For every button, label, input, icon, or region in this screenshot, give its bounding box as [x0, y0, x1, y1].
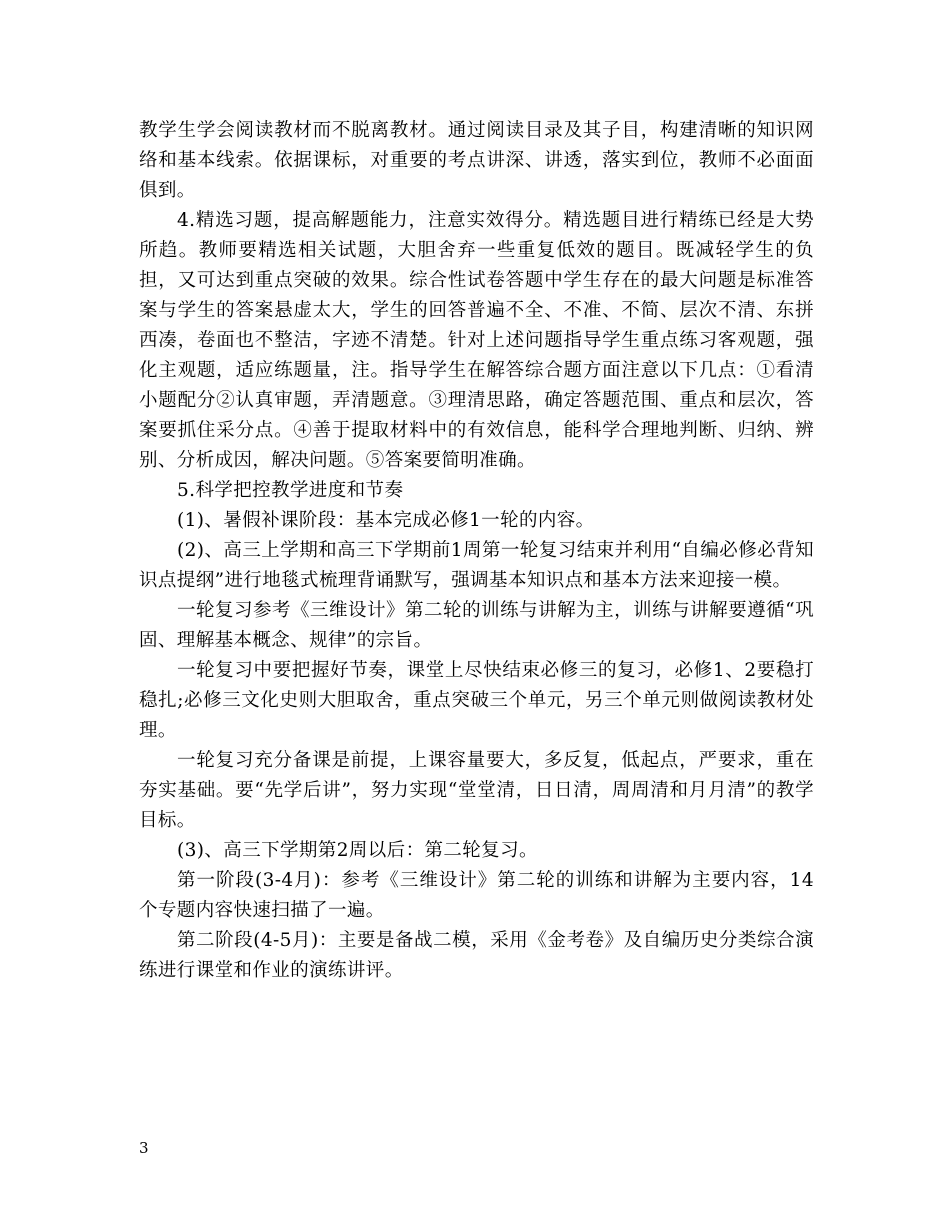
- paragraph-3: 5.科学把控教学进度和节奏: [177, 480, 404, 501]
- paragraph-6: 一轮复习参考《三维设计》第二轮的训练与讲解为主，训练与讲解要遵循“巩固、理解基本概念、规律”的宗旨。: [139, 600, 814, 651]
- paragraph-10: 第一阶段(3-4月)：参考《三维设计》第二轮的训练和讲解为主要内容，14个专题内容快速扫描了一遍。: [139, 870, 814, 921]
- paragraph-11: 第二阶段(4-5月)：主要是备战二模，采用《金考卷》及自编历史分类综合演练进行课堂和作业的演练讲评。: [139, 930, 814, 981]
- paragraph-5: (2)、高三上学期和高三下学期前1周第一轮复习结束并利用“自编必修必背知识点提纲”进行地毯式梳理背诵默写，强调基本知识点和基本方法来迎接一模。: [139, 540, 814, 591]
- paragraph-9: (3)、高三下学期第2周以后：第二轮复习。: [177, 840, 538, 861]
- page-number: 3: [139, 1139, 149, 1157]
- paragraph-7: 一轮复习中要把握好节奏，课堂上尽快结束必修三的复习，必修1、2要稳打稳扎;必修三文化史则大胆取舍，重点突破三个单元，另三个单元则做阅读教材处理。: [139, 660, 814, 741]
- paragraph-1: 教学生学会阅读教材而不脱离教材。通过阅读目录及其子目，构建清晰的知识网络和基本线索。依据课标，对重要的考点讲深、讲透，落实到位，教师不必面面俱到。: [139, 120, 814, 201]
- paragraph-2: 4.精选习题，提高解题能力，注意实效得分。精选题目进行精练已经是大势所趋。教师要精选相关试题，大胆舍弃一些重复低效的题目。既减轻学生的负担，又可达到重点突破的效果。综合性试卷答题中学生存在的最大问题是标准答案与学生的答案悬虚太大，学生的回答普遍不全、不准、不简、层次不清、东拼西凑，卷面也不整洁，字迹不清楚。针对上述问题指导学生重点练习客观题，强化主观题，适应练题量，注。指导学生在解答综合题方面注意以下几点：①看清小题配分②认真审题，弄清题意。③理清思路，确定答题范围、重点和层次，答案要抓住采分点。④善于提取材料中的有效信息，能科学合理地判断、归纳、辨别、分析成因，解决问题。⑤答案要简明准确。: [139, 210, 814, 471]
- document-body: [139, 116, 814, 986]
- paragraph-8: 一轮复习充分备课是前提，上课容量要大，多反复，低起点，严要求，重在夯实基础。要“先学后讲”，努力实现“堂堂清，日日清，周周清和月月清”的教学目标。: [139, 750, 814, 831]
- paragraph-4: (1)、暑假补课阶段：基本完成必修1一轮的内容。: [177, 510, 595, 531]
